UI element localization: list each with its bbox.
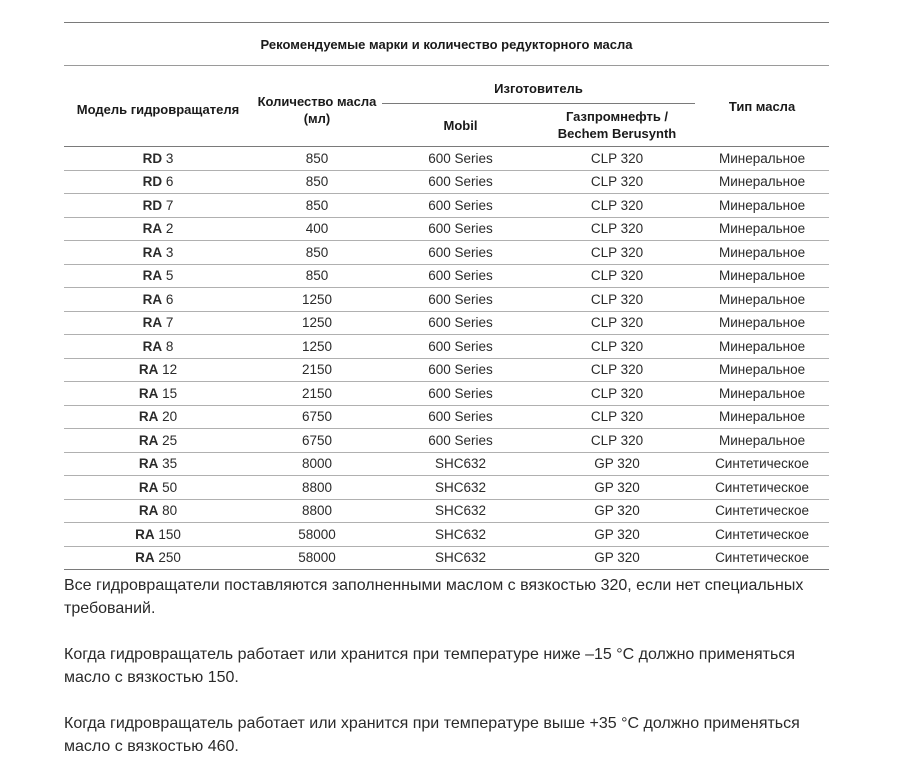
model-series: RA <box>142 291 163 307</box>
model-series: RA <box>138 409 159 425</box>
mobil-cell: 600 Series <box>382 429 539 453</box>
gazprom-cell: CLP 320 <box>539 194 695 218</box>
model-series: RA <box>138 456 159 472</box>
model-cell <box>64 523 252 547</box>
mobil-cell: 600 Series <box>382 241 539 265</box>
table-row <box>64 523 829 547</box>
model-cell <box>64 499 252 523</box>
model-cell <box>64 546 252 570</box>
oil-type-cell: Минеральное <box>695 194 829 218</box>
table-row <box>64 241 829 265</box>
gazprom-cell: CLP 320 <box>539 335 695 359</box>
model-series: RD <box>142 150 163 166</box>
model-number: 8 <box>165 338 174 354</box>
model-series: RA <box>142 315 163 331</box>
model-number: 25 <box>162 432 178 448</box>
note-high-temperature: Когда гидровращатель работает или хранится при температуре выше +35 °C должно применяться масло с вязкостью 460. <box>64 715 800 755</box>
mobil-cell: 600 Series <box>382 288 539 312</box>
gazprom-cell: CLP 320 <box>539 288 695 312</box>
table-row <box>64 311 829 335</box>
model-number: 7 <box>165 315 174 331</box>
model-number: 50 <box>162 479 178 495</box>
volume-cell: 850 <box>252 194 382 218</box>
model-series: RA <box>142 244 163 260</box>
gazprom-cell: CLP 320 <box>539 147 695 171</box>
model-cell <box>64 452 252 476</box>
model-series: RA <box>138 432 159 448</box>
gazprom-cell: CLP 320 <box>539 311 695 335</box>
oil-type-cell: Синтетическое <box>695 523 829 547</box>
gazprom-cell: CLP 320 <box>539 170 695 194</box>
volume-cell: 2150 <box>252 358 382 382</box>
table-row <box>64 429 829 453</box>
oil-type-cell: Синтетическое <box>695 476 829 500</box>
model-cell <box>64 358 252 382</box>
volume-cell: 8000 <box>252 452 382 476</box>
model-number: 6 <box>165 174 174 190</box>
model-number: 5 <box>165 268 174 284</box>
table-row <box>64 217 829 241</box>
volume-cell: 1250 <box>252 335 382 359</box>
oil-type-cell: Минеральное <box>695 288 829 312</box>
volume-cell: 850 <box>252 241 382 265</box>
model-series: RA <box>135 526 155 542</box>
model-cell <box>64 405 252 429</box>
gazprom-cell: CLP 320 <box>539 382 695 406</box>
table-row <box>64 264 829 288</box>
gazprom-cell: CLP 320 <box>539 217 695 241</box>
model-cell <box>64 429 252 453</box>
mobil-cell: 600 Series <box>382 335 539 359</box>
model-cell <box>64 335 252 359</box>
model-number: 7 <box>165 197 174 213</box>
model-series: RA <box>142 268 163 284</box>
table-row <box>64 546 829 570</box>
volume-cell: 6750 <box>252 429 382 453</box>
model-series: RA <box>138 503 159 519</box>
gazprom-cell: GP 320 <box>539 546 695 570</box>
model-cell <box>64 147 252 171</box>
oil-table <box>64 22 829 570</box>
table-row <box>64 382 829 406</box>
table-row <box>64 476 829 500</box>
model-series: RA <box>138 385 159 401</box>
oil-type-cell: Минеральное <box>695 335 829 359</box>
volume-cell: 8800 <box>252 476 382 500</box>
oil-type-cell: Минеральное <box>695 147 829 171</box>
table-caption: Рекомендуемые марки и количество редукторного масла <box>64 23 829 66</box>
table-row <box>64 170 829 194</box>
model-number: 20 <box>162 409 178 425</box>
model-cell <box>64 288 252 312</box>
oil-type-cell: Минеральное <box>695 382 829 406</box>
mobil-cell: 600 Series <box>382 170 539 194</box>
model-series: RA <box>138 479 159 495</box>
model-series: RA <box>138 362 159 378</box>
model-cell <box>64 382 252 406</box>
volume-cell: 400 <box>252 217 382 241</box>
note-default-viscosity: Все гидровращатели поставляются заполненными маслом с вязкостью 320, если нет специальных требований. <box>64 577 804 617</box>
table-row <box>64 288 829 312</box>
model-number: 6 <box>165 291 174 307</box>
table-row <box>64 147 829 171</box>
model-series: RA <box>135 550 155 566</box>
volume-cell: 1250 <box>252 311 382 335</box>
header-model: Модель гидровращателя <box>64 66 252 147</box>
mobil-cell: 600 Series <box>382 405 539 429</box>
volume-cell: 8800 <box>252 499 382 523</box>
table-row <box>64 452 829 476</box>
mobil-cell: 600 Series <box>382 382 539 406</box>
table-row <box>64 194 829 218</box>
model-series: RD <box>142 174 163 190</box>
model-series: RD <box>142 197 163 213</box>
table-row <box>64 499 829 523</box>
model-cell <box>64 194 252 218</box>
volume-cell: 850 <box>252 264 382 288</box>
model-series: RA <box>142 338 163 354</box>
model-cell <box>64 217 252 241</box>
note-low-temperature: Когда гидровращатель работает или хранится при температуре ниже –15 °C должно применяться масло с вязкостью 150. <box>64 646 795 686</box>
gazprom-cell: CLP 320 <box>539 405 695 429</box>
gazprom-cell: GP 320 <box>539 523 695 547</box>
volume-cell: 1250 <box>252 288 382 312</box>
mobil-cell: 600 Series <box>382 264 539 288</box>
volume-cell: 2150 <box>252 382 382 406</box>
mobil-cell: SHC632 <box>382 523 539 547</box>
oil-type-cell: Минеральное <box>695 217 829 241</box>
notes <box>64 575 844 782</box>
model-cell <box>64 476 252 500</box>
header-mobil: Mobil <box>382 104 539 147</box>
volume-cell: 850 <box>252 170 382 194</box>
model-number: 3 <box>165 244 174 260</box>
header-volume: Количество масла (мл) <box>252 66 382 147</box>
mobil-cell: 600 Series <box>382 311 539 335</box>
model-series: RA <box>142 221 163 237</box>
table-row <box>64 358 829 382</box>
oil-table-section <box>64 22 829 570</box>
model-number: 15 <box>162 385 178 401</box>
model-number: 150 <box>158 526 181 542</box>
oil-type-cell: Минеральное <box>695 170 829 194</box>
mobil-cell: SHC632 <box>382 546 539 570</box>
mobil-cell: SHC632 <box>382 499 539 523</box>
oil-type-cell: Минеральное <box>695 358 829 382</box>
oil-type-cell: Минеральное <box>695 405 829 429</box>
oil-type-cell: Минеральное <box>695 241 829 265</box>
model-cell <box>64 170 252 194</box>
mobil-cell: 600 Series <box>382 217 539 241</box>
gazprom-cell: CLP 320 <box>539 429 695 453</box>
model-number: 12 <box>162 362 178 378</box>
volume-cell: 58000 <box>252 546 382 570</box>
gazprom-cell: CLP 320 <box>539 241 695 265</box>
gazprom-cell: GP 320 <box>539 499 695 523</box>
oil-type-cell: Синтетическое <box>695 499 829 523</box>
header-manufacturer: Изготовитель <box>494 81 583 96</box>
gazprom-cell: CLP 320 <box>539 358 695 382</box>
model-cell <box>64 241 252 265</box>
header-oil-type: Тип масла <box>695 66 829 147</box>
model-cell <box>64 264 252 288</box>
oil-type-cell: Минеральное <box>695 264 829 288</box>
oil-type-cell: Минеральное <box>695 311 829 335</box>
oil-type-cell: Синтетическое <box>695 546 829 570</box>
gazprom-cell: GP 320 <box>539 476 695 500</box>
oil-type-cell: Синтетическое <box>695 452 829 476</box>
mobil-cell: 600 Series <box>382 147 539 171</box>
table-body <box>64 147 829 570</box>
gazprom-cell: GP 320 <box>539 452 695 476</box>
header-gazprom: Газпромнефть / Bechem Berusynth <box>539 104 695 147</box>
model-number: 2 <box>165 221 174 237</box>
volume-cell: 850 <box>252 147 382 171</box>
table-row <box>64 405 829 429</box>
model-number: 3 <box>165 150 174 166</box>
model-number: 35 <box>162 456 178 472</box>
model-number: 80 <box>162 503 178 519</box>
mobil-cell: SHC632 <box>382 476 539 500</box>
volume-cell: 6750 <box>252 405 382 429</box>
volume-cell: 58000 <box>252 523 382 547</box>
mobil-cell: 600 Series <box>382 358 539 382</box>
gazprom-cell: CLP 320 <box>539 264 695 288</box>
mobil-cell: 600 Series <box>382 194 539 218</box>
model-number: 250 <box>158 550 181 566</box>
mobil-cell: SHC632 <box>382 452 539 476</box>
oil-type-cell: Минеральное <box>695 429 829 453</box>
model-cell <box>64 311 252 335</box>
table-row <box>64 335 829 359</box>
